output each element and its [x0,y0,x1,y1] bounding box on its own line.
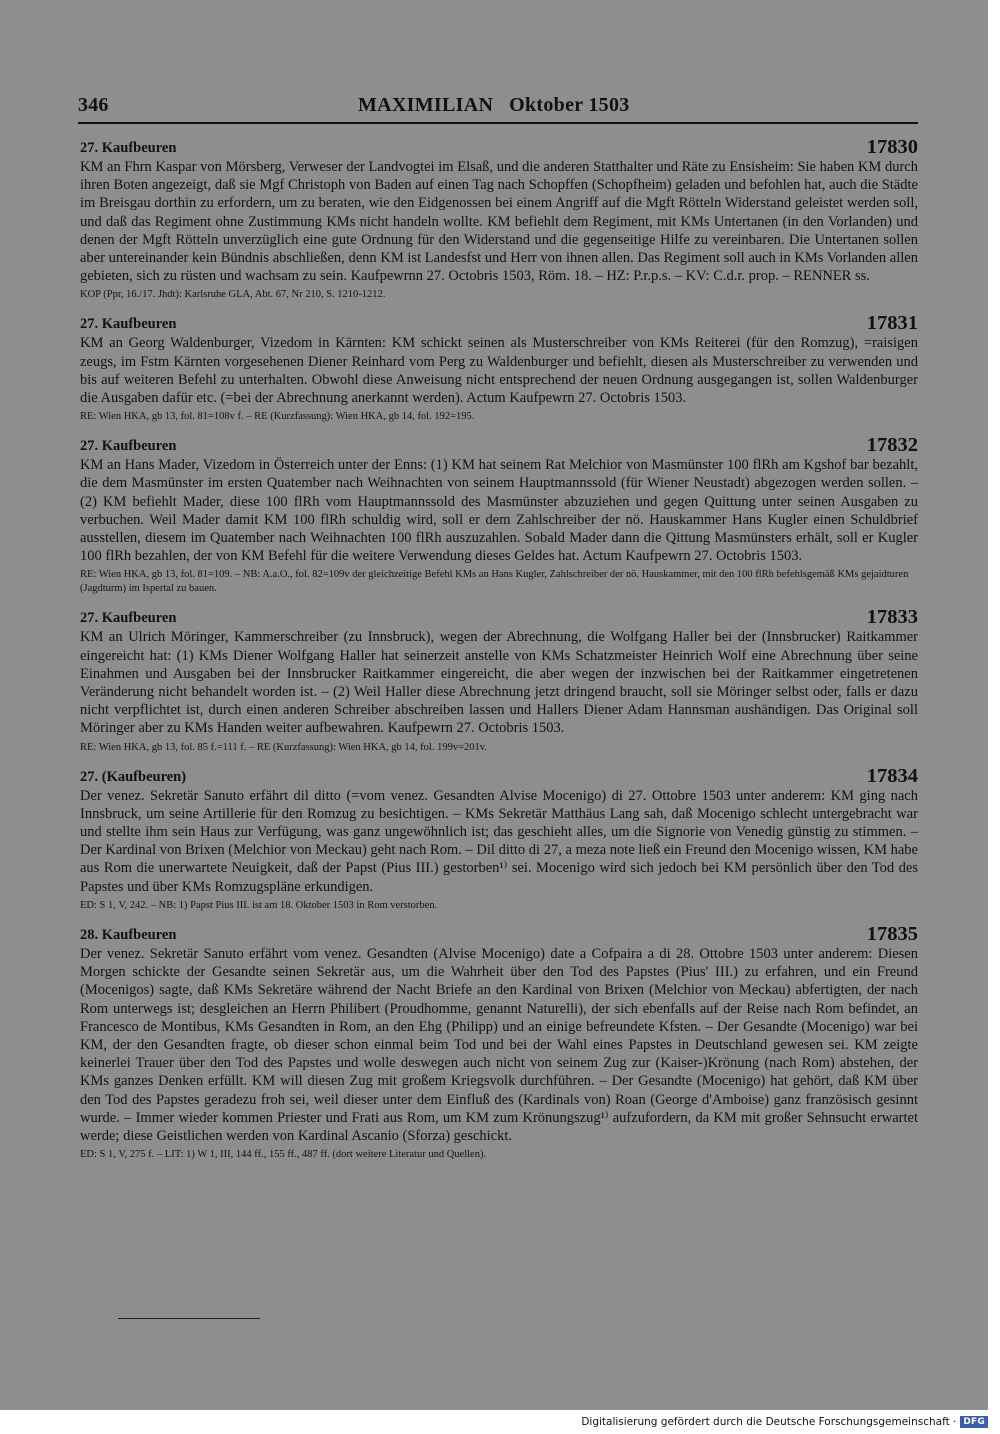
entry-source: ED: S 1, V, 242. – NB: 1) Papst Pius III. ist am 18. Oktober 1503 in Rom verstorben. [80,899,438,911]
entry-heading [80,312,918,334]
entry-17832 [80,434,918,596]
entry-date-place: 27. Kaufbeuren [80,316,177,333]
entry-heading [80,136,918,158]
entry-heading [80,434,918,456]
entry-heading [80,765,918,787]
entry-date-place: 27. Kaufbeuren [80,140,177,156]
page-header [78,94,918,120]
regesten-list [80,136,918,1172]
entry-17834 [80,765,918,913]
entry-body: KM an Ulrich Möringer, Kammerschreiber (zu Innsbruck), wegen der Abrechnung, die Wolfgang Haller bei der (Innsbrucker) Raitkammer eingereicht hat: (1) KMs Diener Wolfgang Haller hat seinerzeit anstelle von KMs Schatzmeister Heinrich Wolf eine Abrechnung über seine Einahmen und Ausgaben bei der Innsbrucker Raitkammer eingereicht, die aber wegen der inzwischen bei der Raitkammer eingetretenen Veränderung nicht behandelt worden ist. – (2) Weil Haller diese Abrechnung jetzt dringend braucht, soll sie Möringer selbst oder, falls er dazu nicht verpflichtet ist, durch einen anderen Schreiber abschreiben lassen und Hallers Diener Adam Hannsman aushändigen. Das Original soll Möringer aber zu KMs Handen weiter aufbewahren. Kaufpewrn 27. Octobris 1503. [80,629,918,737]
entry-body: Der venez. Sekretär Sanuto erfährt dil ditto (=vom venez. Gesandten Alvise Mocenigo) di 27. Ottobre 1503 unter anderem: KM ging nach Innsbruck, um seine Artillerie für den Romzug zu besichtigen. – KMs Sekretär Matthäus Lang sah, daß Mocenigo schlecht untergebracht war und stellte ihm sein Haus zur Verfügung, was ganz ungewöhnlich ist; das geschieht alles, um die Signorie von Venedig günstig zu stimmen. – Der Kardinal von Brixen (Melchior von Meckau) geht nach Rom. – Dil ditto di 27, a meza note ließ ein Freund den Mocenigo wissen, KM habe aus Rom die unerwartete Neuigkeit, daß der Papst (Pius III.) gestorben¹⁾ sei. Mocenigo wird sich jedoch bei KM persönlich über den Tod des Papstes und über KMs Romzugspläne erkundigen. [80,787,918,895]
funding-footer [581,1416,988,1428]
dfg-logo: DFG [960,1416,988,1428]
entry-17833 [80,606,918,754]
running-title: MAXIMILIAN Oktober 1503 [358,94,630,116]
entry-heading [80,606,918,628]
entry-body: KM an Georg Waldenburger, Vizedom in Kärnten: KM schickt seinen als Musterschreiber von KMs Reiterei (für den Romzug), =raisigen zeugs, im Fstm Kärnten vorgesehenen Diener Reinhard vom Perg zu Waldenburger und befiehlt, diesen als Musterschreiber zu verwenden und bis auf weiteren Befehl zu unterhalten. Obwohl diese Anweisung nicht entsprechend der neuen Ordnung ausgegangen ist, sollen Waldenburger die Ausgaben dafür etc. (=bei der Abrechnung anerkannt werden). Actum Kaufpewrn 27. Octobris 1503. [80,335,918,407]
entry-body: KM an Fhrn Kaspar von Mörsberg, Verweser der Landvogtei im Elsaß, und die anderen Statthalter und Räte zu Ensisheim: Sie haben KM durch ihren Boten angezeigt, daß sie Mgf Christoph von Baden auf einen Tag nach Schopffen (Schopfheim) geladen und befohlen hat, auch die Städte im Breisgau dorthin zu erfordern, um zu beraten, wie den Eidgenossen bei einem Angriff auf die Mgft Rötteln Widerstand geleistet werden soll, und daß das Regiment ohne Zustimmung KMs nicht handeln wollte. KM befiehlt dem Regiment, mit KMs Untertanen (in den Vorlanden) und denen der Mgft Rötteln unverzüglich eine gute Ordnung für den Widerstand und die gegenseitige Hilfe zu vereinbaren. Die Untertanen sollen aber untereinander kein Bündnis abschließen, denn KM ist Landesfst und Herr von ihnen allen. Das Regiment soll auch in KMs Vorlanden allen gebieten, sich zu rüsten und wachsam zu sein. Kaufpewrnn 27. Octobris 1503, Röm. 18. – HZ: P.r.p.s. – KV: C.d.r. prop. – RENNER ss. [80,159,918,285]
page-number: 346 [78,94,109,116]
entry-source: RE: Wien HKA, gb 13, fol. 85 f.=111 f. – RE (Kurzfassung): Wien HKA, gb 14, fol. 199v=201v. [80,741,487,753]
entry-body: KM an Hans Mader, Vizedom in Österreich unter der Enns: (1) KM hat seinem Rat Melchior von Masmünster 100 flRh am Kgshof bar bezahlt, die dem Masmünster im ersten Quatember nach Weihnachten von seinem Hauptmannssold (für Wiener Neustadt) abgezogen werden sollen. – (2) KM befiehlt Mader, diese 100 flRh vom Hauptmannssold des Masmünster abzuziehen und gegen Quittung unter seinen Ausgaben zu verbuchen. Weil Mader damit KM 100 flRh schuldig wird, soll er dem Zahlschreiber der nö. Hauskammer Hans Kugler einen Schuldbrief ausstellen, diesem im Quatember nach Weihnachten 100 flRh auszuzahlen. Sobald Mader dann die Qittung Masmünsters erhält, soll er Kugler 100 flRh bezahlen, der von KM Befehl für die weitere Verwendung dieses Geldes hat. Actum Kaufpewrn 27. Octobris 1503. [80,457,918,565]
entry-date-place: 27. Kaufbeuren [80,610,177,627]
entry-number: 17835 [866,922,918,945]
entry-source: RE: Wien HKA, gb 13, fol. 81=109. – NB: A.a.O., fol. 82=109v der gleichzeitige Befehl KMs an Hans Kugler, Zahlschreiber der nö. Hauskammer, mit den 100 flRh befehlsgemäß KMs gejaidturen (Jagdturm) im Ispertal zu bauen. [80,569,909,595]
entry-body: Der venez. Sekretär Sanuto erfährt vom venez. Gesandten (Alvise Mocenigo) date a Cofpaira a di 28. Ottobre 1503 unter anderem: Diesen Morgen schickte der Gesandte seinen Sekretär aus, um die Wahrheit über den Tod des Papstes (Pius' III.) zu erfahren, und ein Freund (Mocenigos) sagte, daß KMs Sekretäre während der Nacht Briefe an den Kardinal von Brixen (Melchior von Meckau) abfertigten, der nach Rom unterwegs ist; desgleichen an Herrn Philibert (Proudhomme, genannt Naturelli), der sich ebenfalls auf der Reise nach Rom befindet, an Francesco de Montibus, KMs Gesandten in Rom, an den Ehg (Philipp) und an einige befreundete Kfsten. – Der Gesandte (Mocenigo) war bei KM, der den Gesandten fragte, ob dieser schon einmal beim Tod und bei der Wahl eines Papstes in Deutschland gewesen sei. KM zeigte keinerlei Trauer über den Tod des Papstes und wolle deswegen auch nicht von seinem Zug zur (Kaiser-)Krönung (nach Rom) abstehen, der KMs ganzes Denken erfüllt. KM will diesen Zug mit großem Kriegsvolk durchführen. – Der Gesandte (Mocenigo) hat gehört, daß KM über den Tod des Papstes geradezu froh sei, weil dieser unter dem Einfluß des (Kardinals von) Roan (George d'Amboise) ganz französisch gesinnt wurde. – Immer wieder kommen Priester und Frati aus Rom, um KM zum Krönungszug¹⁾ aufzufordern, da KM mit großer Sehnsucht erwartet werde; diese Geistlichen werden von Kardinal Ascanio (Sforza) geschickt. [80,945,918,1144]
entry-source: RE: Wien HKA, gb 13, fol. 81=108v f. – RE (Kurzfassung): Wien HKA, gb 14, fol. 192=195. [80,411,475,423]
entry-date-place: 27. (Kaufbeuren) [80,768,187,785]
entry-source: ED: S 1, V, 275 f. – LIT: 1) W 1, III, 144 ff., 155 ff., 487 ff. (dort weitere Literatur und Quellen). [80,1149,487,1161]
header-rule [78,122,918,124]
entry-17831 [80,312,918,424]
entry-17835 [80,923,918,1162]
entry-date-place: 27. Kaufbeuren [80,438,177,455]
entry-source: KOP (Ppr, 16./17. Jhdt): Karlsruhe GLA, Abt. 67, Nr 210, S. 1210-1212. [80,289,386,301]
entry-number: 17830 [866,136,918,158]
entry-number: 17832 [866,434,918,457]
funding-text: Digitalisierung gefördert durch die Deutsche Forschungsgemeinschaft · [581,1416,957,1428]
entry-number: 17834 [866,764,918,787]
entry-number: 17831 [866,312,918,335]
entry-date-place: 28. Kaufbeuren [80,926,177,943]
footnote-rule [118,1318,260,1319]
entry-number: 17833 [866,606,918,629]
entry-17830 [80,136,918,302]
entry-heading [80,923,918,945]
